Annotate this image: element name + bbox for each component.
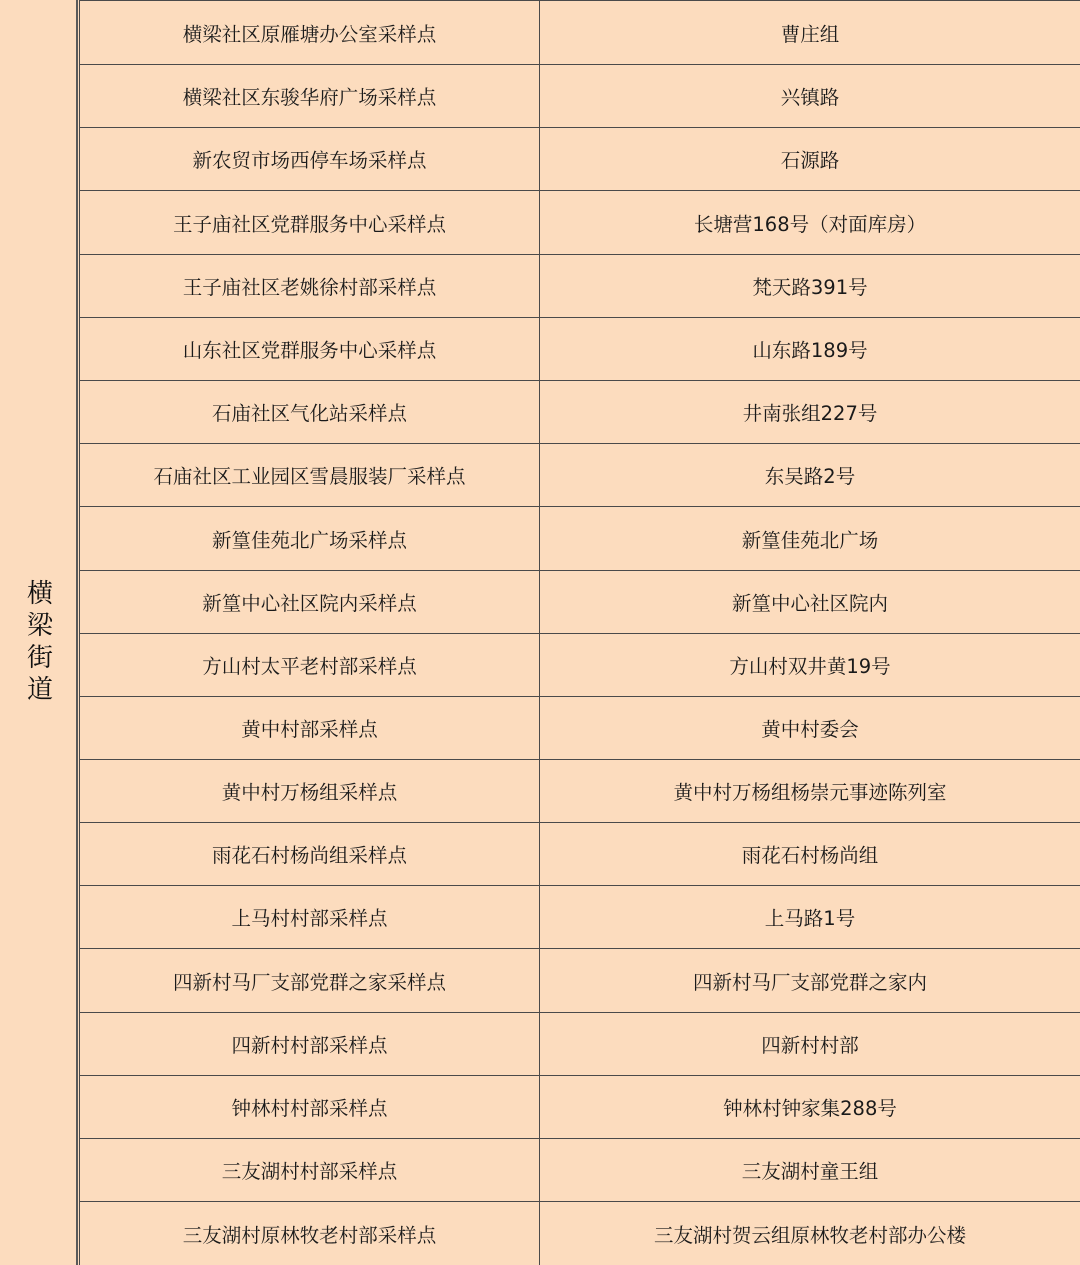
site-name-cell: 石庙社区气化站采样点 xyxy=(80,381,540,443)
address-cell: 井南张组227号 xyxy=(742,402,878,425)
table-row xyxy=(80,1013,1080,1076)
table-row xyxy=(80,634,1080,697)
table-row xyxy=(80,507,1080,571)
address-cell: 四新村马厂支部党群之家内 xyxy=(692,970,927,994)
table-row xyxy=(80,571,1080,634)
address-cell: 四新村村部 xyxy=(761,1034,859,1057)
address-cell: 新篁中心社区院内 xyxy=(731,592,888,615)
address-cell: 上马路1号 xyxy=(764,907,856,930)
table-row xyxy=(80,318,1080,381)
address-cell: 三友湖村童王组 xyxy=(741,1160,879,1183)
address-cell: 新篁佳苑北广场 xyxy=(741,528,879,552)
site-name-cell: 上马村村部采样点 xyxy=(80,886,540,948)
address-cell: 东吴路2号 xyxy=(764,465,856,488)
table-row xyxy=(80,1,1080,65)
table-row xyxy=(80,697,1080,760)
site-name-cell: 新篁佳苑北广场采样点 xyxy=(80,507,540,570)
site-name-cell: 横梁社区原雁塘办公室采样点 xyxy=(80,1,540,64)
table-row xyxy=(80,444,1080,507)
site-name-cell: 四新村马厂支部党群之家采样点 xyxy=(80,949,540,1012)
table-row xyxy=(80,1139,1080,1202)
table-row xyxy=(80,1076,1080,1139)
table-row xyxy=(80,65,1080,128)
sites-grid xyxy=(79,0,1080,1265)
table-row xyxy=(80,1202,1080,1265)
site-name-cell: 方山村太平老村部采样点 xyxy=(80,634,540,696)
site-name-cell: 雨花石村杨尚组采样点 xyxy=(80,823,540,885)
district-label: 横梁街道 xyxy=(22,578,53,707)
site-name-cell: 新农贸市场西停车场采样点 xyxy=(80,128,540,190)
table-row xyxy=(80,381,1080,444)
address-cell: 黄中村万杨组杨崇元事迹陈列室 xyxy=(673,781,947,804)
address-cell: 山东路189号 xyxy=(752,339,868,362)
site-name-cell: 三友湖村村部采样点 xyxy=(80,1139,540,1201)
site-name-cell: 王子庙社区老姚徐村部采样点 xyxy=(80,255,540,317)
site-name-cell: 石庙社区工业园区雪晨服装厂采样点 xyxy=(80,444,540,506)
table-row xyxy=(80,949,1080,1013)
table-row xyxy=(80,823,1080,886)
site-name-cell: 黄中村部采样点 xyxy=(80,697,540,759)
address-cell: 黄中村委会 xyxy=(761,718,859,741)
table-row xyxy=(80,255,1080,318)
address-cell: 曹庄组 xyxy=(780,22,840,46)
table-row xyxy=(80,760,1080,823)
site-name-cell: 钟林村村部采样点 xyxy=(80,1076,540,1138)
site-name-cell: 山东社区党群服务中心采样点 xyxy=(80,318,540,380)
table-row xyxy=(80,886,1080,949)
site-name-cell: 四新村村部采样点 xyxy=(80,1013,540,1075)
site-name-cell: 黄中村万杨组采样点 xyxy=(80,760,540,822)
district-cell xyxy=(0,0,78,1265)
table-row xyxy=(80,191,1080,255)
address-cell: 梵天路391号 xyxy=(752,276,868,299)
address-cell: 钟林村钟家集288号 xyxy=(723,1097,897,1120)
address-cell: 石源路 xyxy=(780,149,840,172)
address-cell: 三友湖村贺云组原林牧老村部办公楼 xyxy=(653,1223,966,1247)
site-name-cell: 新篁中心社区院内采样点 xyxy=(80,571,540,633)
address-cell: 兴镇路 xyxy=(780,86,840,109)
site-name-cell: 横梁社区东骏华府广场采样点 xyxy=(80,65,540,127)
address-cell: 雨花石村杨尚组 xyxy=(741,844,879,867)
site-name-cell: 三友湖村原林牧老村部采样点 xyxy=(80,1202,540,1265)
site-name-cell: 王子庙社区党群服务中心采样点 xyxy=(80,191,540,254)
address-cell: 方山村双井黄19号 xyxy=(729,655,891,678)
address-cell: 长塘营168号（对面库房） xyxy=(693,212,927,236)
table-row xyxy=(80,128,1080,191)
